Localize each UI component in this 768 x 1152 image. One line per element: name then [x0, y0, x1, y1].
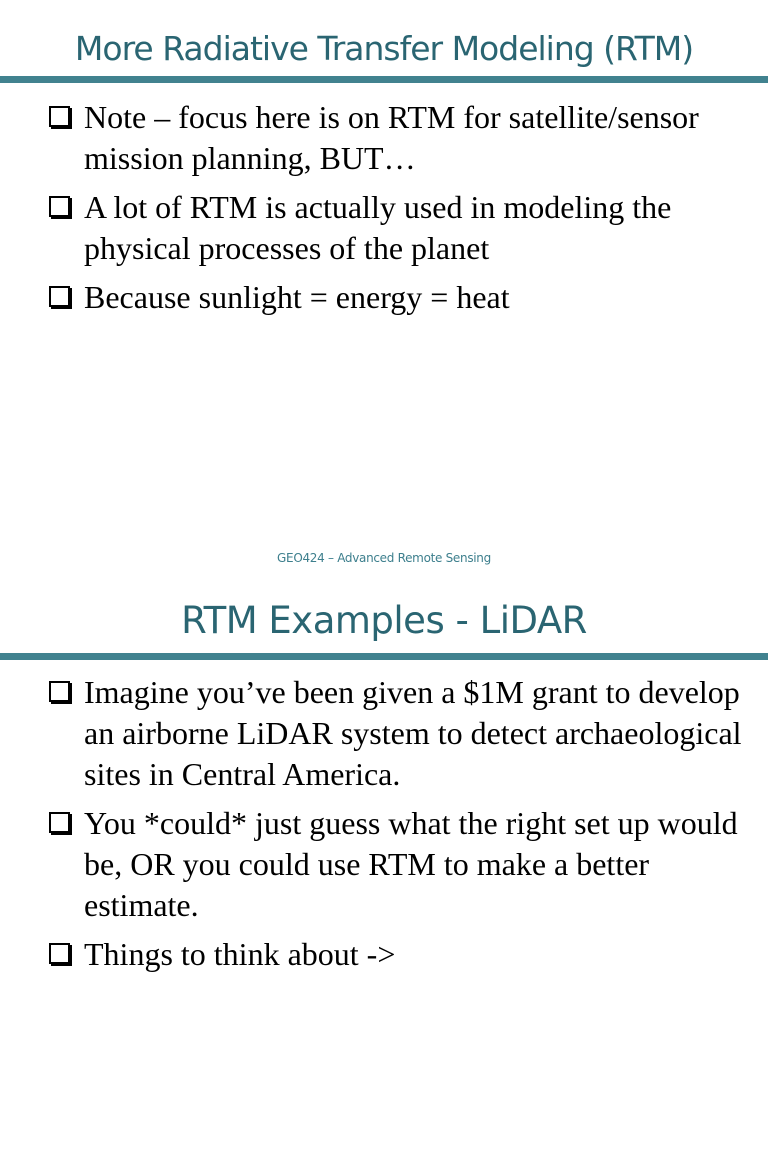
bullet-item: [46, 672, 746, 795]
bullet-text: Imagine you’ve been given a $1M grant to develop an airborne LiDAR system to detect archaeological sites in Central America.: [84, 674, 742, 792]
slide-2: [0, 576, 768, 1152]
bullet-list: [46, 672, 746, 983]
checkbox-square-icon: [49, 106, 70, 127]
slide-footer: GEO424 – Advanced Remote Sensing: [277, 551, 491, 565]
checkbox-square-icon: [49, 943, 70, 964]
bullet-item: [46, 277, 746, 318]
bullet-text: Things to think about ->: [84, 936, 396, 972]
bullet-item: [46, 97, 746, 179]
bullet-text: You *could* just guess what the right set up would be, OR you could use RTM to make a better estimate.: [84, 805, 738, 923]
bullet-text: A lot of RTM is actually used in modeling the physical processes of the planet: [84, 189, 672, 266]
checkbox-square-icon: [49, 681, 70, 702]
slide-title: RTM Examples - LiDAR: [181, 599, 587, 642]
checkbox-square-icon: [49, 812, 70, 833]
slide-title: More Radiative Transfer Modeling (RTM): [74, 29, 694, 68]
bullet-list: [46, 97, 746, 326]
title-divider: [0, 653, 768, 660]
bullet-text: Because sunlight = energy = heat: [84, 279, 510, 315]
bullet-item: [46, 803, 746, 926]
title-divider: [0, 76, 768, 83]
bullet-item: [46, 934, 746, 975]
checkbox-square-icon: [49, 286, 70, 307]
bullet-item: [46, 187, 746, 269]
bullet-text: Note – focus here is on RTM for satellite/sensor mission planning, BUT…: [84, 99, 699, 176]
checkbox-square-icon: [49, 196, 70, 217]
